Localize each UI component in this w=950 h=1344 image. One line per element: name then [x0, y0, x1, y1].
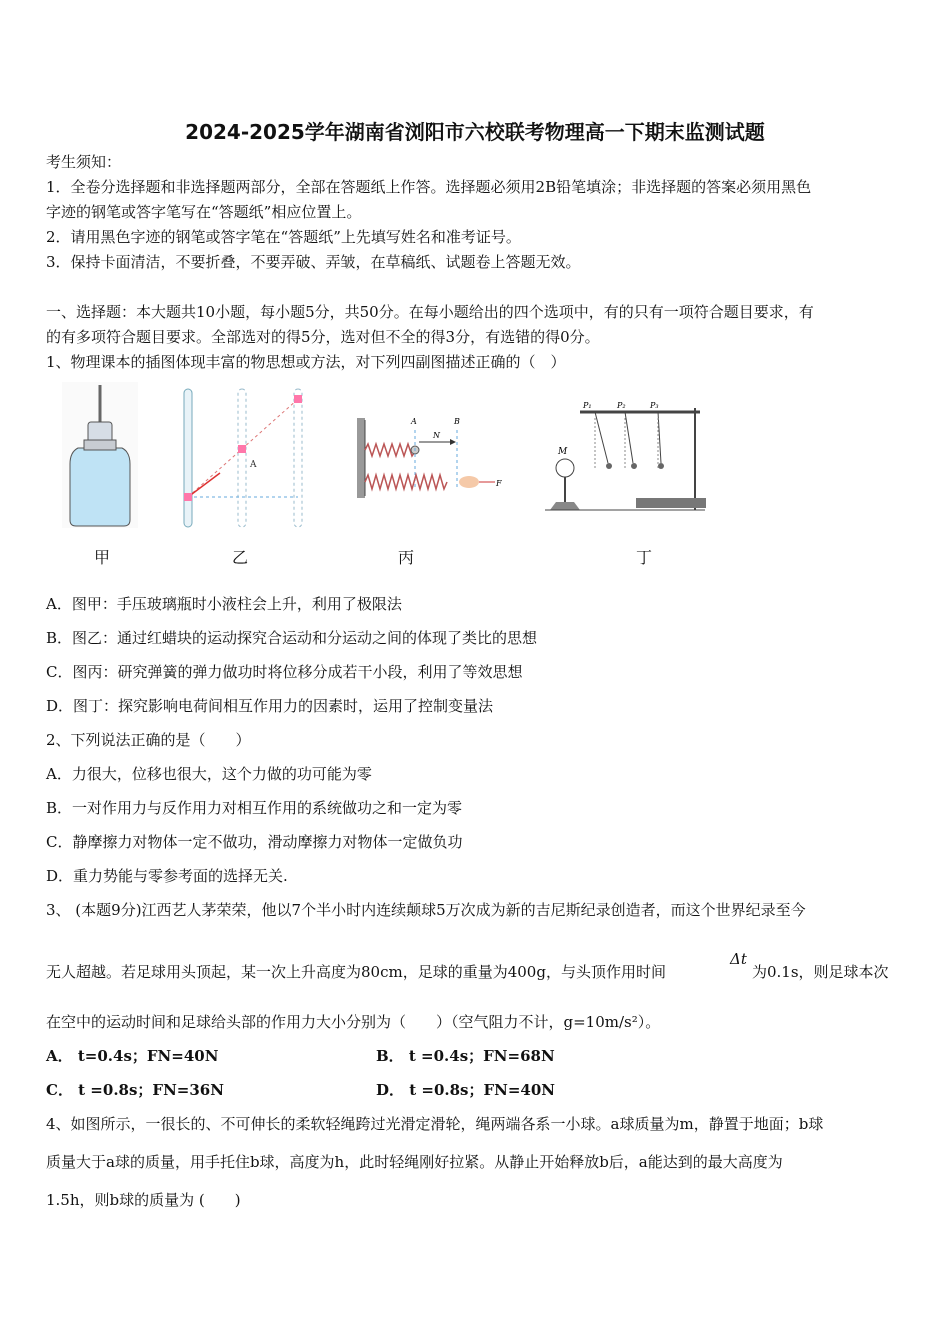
figure-yi-label-a: A — [250, 460, 257, 470]
q1-stem: 1、物理课本的插图体现丰富的物思想或方法，对下列四副图描述正确的（ ） — [46, 353, 566, 371]
section-1-line-1: 一、选择题：本大题共10小题，每小题5分，共50分。在每小题给出的四个选项中，有的只有一项符合题目要求，有 — [46, 303, 814, 321]
figure-ding-label-p2: P₂ — [617, 401, 626, 410]
q4-line-1: 4、如图所示，一很长的、不可伸长的柔软轻绳跨过光滑定滑轮，绳两端各系一小球。a球质量为m，静置于地面；b球 — [46, 1115, 824, 1133]
q1-option-b: B．图乙：通过红蜡块的运动探究合运动和分运动之间的体现了类比的思想 — [46, 629, 538, 647]
figure-label-bing: 丙 — [398, 548, 415, 567]
figure-bing-springs — [355, 410, 505, 500]
figure-ding-label-p3: P₃ — [650, 401, 659, 410]
figure-ding-label-m: M — [558, 447, 568, 457]
figure-label-jia: 甲 — [94, 548, 111, 567]
figure-label-ding: 丁 — [636, 548, 653, 567]
notice-item-1-line-2: 字迹的钢笔或答字笔写在“答题纸”相应位置上。 — [46, 203, 362, 221]
notice-item-1-line-1: 1．全卷分选择题和非选择题两部分，全部在答题纸上作答。选择题必须用2B铅笔填涂；非选择题的答案必须用黑色 — [46, 178, 812, 196]
q3-delta-t: Δt — [730, 950, 747, 968]
q3-option-b: B． t =0.4s；FN=68N — [376, 1047, 555, 1065]
figure-bing-label-n: N — [433, 431, 440, 440]
q4-line-3: 1.5h，则b球的质量为 ( ) — [46, 1191, 241, 1209]
q1-option-d: D．图丁：探究影响电荷间相互作用力的因素时，运用了控制变量法 — [46, 697, 494, 715]
notice-item-3: 3．保持卡面清洁，不要折叠，不要弄破、弄皱，在草稿纸、试题卷上答题无效。 — [46, 253, 581, 271]
figure-yi-tubes — [180, 385, 310, 530]
figure-bing-label-b: B — [454, 417, 460, 426]
q1-option-a: A．图甲：手压玻璃瓶时小液柱会上升，利用了极限法 — [46, 595, 402, 613]
q2-option-b: B．一对作用力与反作用力对相互作用的系统做功之和一定为零 — [46, 799, 463, 817]
q3-option-a: A． t=0.4s；FN=40N — [46, 1047, 219, 1065]
q1-option-c: C．图丙：研究弹簧的弹力做功时将位移分成若干小段，利用了等效思想 — [46, 663, 523, 681]
page-title: 2024-2025学年湖南省浏阳市六校联考物理高一下期末监测试题 — [185, 120, 765, 144]
q3-option-c: C． t =0.8s；FN=36N — [46, 1081, 224, 1099]
section-1-line-2: 的有多项符合题目要求。全部选对的得5分，选对但不全的得3分，有选错的得0分。 — [46, 328, 600, 346]
notice-item-2: 2．请用黑色字迹的钢笔或答字笔在“答题纸”上先填写姓名和准考证号。 — [46, 228, 521, 246]
q2-option-c: C．静摩擦力对物体一定不做功，滑动摩擦力对物体一定做负功 — [46, 833, 463, 851]
figure-bing-label-f: F — [496, 479, 502, 488]
q2-stem: 2、下列说法正确的是（ ） — [46, 731, 251, 749]
q2-option-d: D．重力势能与零参考面的选择无关. — [46, 867, 288, 885]
q3-line-3: 在空中的运动时间和足球给头部的作用力大小分别为（ ）（空气阻力不计，g=10m/s²）。 — [46, 1013, 661, 1031]
q4-line-2: 质量大于a球的质量，用手托住b球，高度为h，此时轻绳刚好拉紧。从静止开始释放b后，a能达到的最大高度为 — [46, 1153, 783, 1171]
figure-bing-label-a: A — [411, 417, 417, 426]
figure-jia-bottle — [60, 380, 140, 530]
q3-line-2a: 无人超越。若足球用头顶起，某一次上升高度为80cm，足球的重量为400g，与头顶作用时间 — [46, 963, 666, 981]
figure-label-yi: 乙 — [232, 548, 249, 567]
figure-ding-label-p1: P₁ — [583, 401, 592, 410]
q2-option-a: A．力很大，位移也很大，这个力做的功可能为零 — [46, 765, 372, 783]
notice-heading: 考生须知： — [46, 153, 122, 171]
q3-line-1: 3、 (本题9分)江西艺人茅荣荣，他以7个半小时内连续颠球5万次成为新的吉尼斯纪录创造者，而这个世界纪录至今 — [46, 901, 806, 919]
q3-line-2b: 为0.1s，则足球本次 — [752, 963, 889, 981]
figure-ding-charges — [540, 398, 710, 518]
q3-option-d: D． t =0.8s；FN=40N — [376, 1081, 556, 1099]
